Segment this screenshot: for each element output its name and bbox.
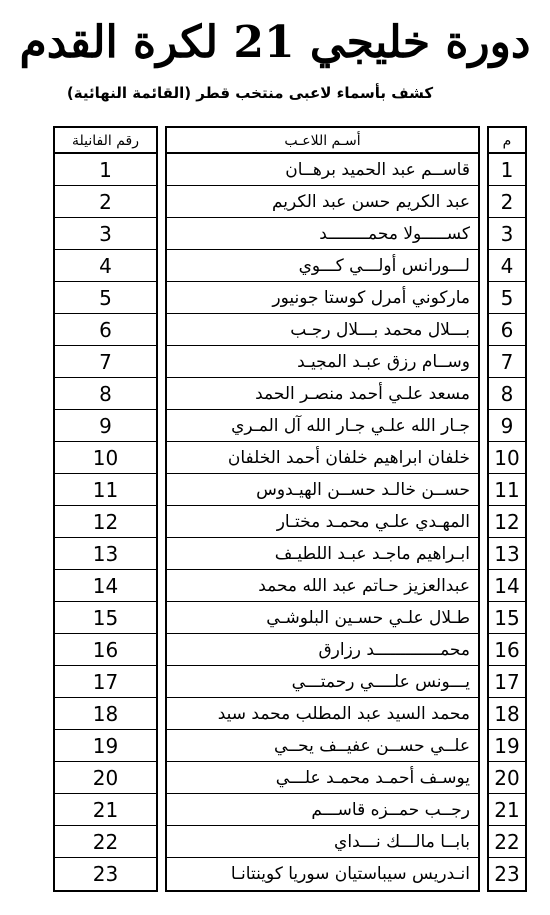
serial-number-cell: 16: [489, 634, 525, 666]
shirt-number-cell: 18: [55, 698, 156, 730]
player-name-cell: بابــا مالـــك نـــداي: [167, 826, 478, 858]
player-name-cell: يوسـف أحمـد محمـد علـــي: [167, 762, 478, 794]
shirt-number-cell: 12: [55, 506, 156, 538]
shirt-number-cell: 4: [55, 250, 156, 282]
serial-number-cell: 15: [489, 602, 525, 634]
serial-number-cell: 10: [489, 442, 525, 474]
shirt-number-cell: 16: [55, 634, 156, 666]
serial-number-cell: 2: [489, 186, 525, 218]
serial-number-cell: 19: [489, 730, 525, 762]
player-name-cell: محمـــــــــــــد رزارق: [167, 634, 478, 666]
shirt-number-cell: 8: [55, 378, 156, 410]
shirt-number-cell: 20: [55, 762, 156, 794]
player-name-cell: خلفان ابراهيم خلفان أحمد الخلفان: [167, 442, 478, 474]
shirt-number-cell: 22: [55, 826, 156, 858]
player-name-cell: رجــب حمــزه قاســـم: [167, 794, 478, 826]
serial-number-cell: 4: [489, 250, 525, 282]
serial-number-cell: 18: [489, 698, 525, 730]
player-name-cell: محمد السيد عبد المطلب محمد سيد: [167, 698, 478, 730]
player-name-header: أسـم اللاعـب: [167, 128, 478, 154]
serial-number-cell: 3: [489, 218, 525, 250]
shirt-number-header: رقم الفانيلة: [55, 128, 156, 154]
shirt-number-cell: 1: [55, 154, 156, 186]
serial-number-cell: 14: [489, 570, 525, 602]
player-name-cell: حســن خالـد حســن الهيـدوس: [167, 474, 478, 506]
player-name-cell: ابـراهيم ماجـد عبـد اللطيـف: [167, 538, 478, 570]
serial-number-cell: 21: [489, 794, 525, 826]
shirt-number-cell: 9: [55, 410, 156, 442]
shirt-number-cell: 23: [92, 862, 119, 886]
shirt-number-cell: 2: [55, 186, 156, 218]
serial-number-cell: 1: [489, 154, 525, 186]
player-name-column: [165, 126, 480, 892]
shirt-number-cell: 5: [55, 282, 156, 314]
shirt-number-cell: 15: [55, 602, 156, 634]
player-name-cell: طـلال علـي حسـين البلوشـي: [167, 602, 478, 634]
shirt-number-cell: 17: [55, 666, 156, 698]
serial-number-cell: 7: [489, 346, 525, 378]
page-title: دورة خليجي 21 لكرة القدم: [19, 17, 531, 68]
player-name-cell: مسعد علـي أحمد منصـر الحمد: [167, 378, 478, 410]
player-name-cell: كســـــولا محمــــــــد: [167, 218, 478, 250]
serial-number-cell: 5: [489, 282, 525, 314]
shirt-number-cell: 10: [55, 442, 156, 474]
player-name-cell: وســام رزق عبـد المجيـد: [167, 346, 478, 378]
player-name-cell: لـــورانس أولـــي كـــوي: [167, 250, 478, 282]
serial-number-cell: 12: [489, 506, 525, 538]
serial-number-column: [487, 126, 527, 892]
serial-number-cell: 22: [489, 826, 525, 858]
serial-number-cell: 17: [489, 666, 525, 698]
shirt-number-cell: 3: [55, 218, 156, 250]
page-subtitle: كشف بأسماء لاعبى منتخب قطر (القائمة النهائية): [66, 84, 434, 102]
shirt-number-cell: 7: [55, 346, 156, 378]
player-name-cell: انـدريس سيباستيان سوريا كوينتانـا: [230, 864, 470, 884]
player-name-cell: عبد الكريم حسن عبد الكريم: [167, 186, 478, 218]
serial-number-cell: 23: [494, 862, 520, 886]
player-name-cell: بـــلال محمد بـــلال رجـب: [167, 314, 478, 346]
shirt-number-cell: 21: [55, 794, 156, 826]
shirt-number-cell: 6: [55, 314, 156, 346]
player-name-cell: يـــونس علــــي رحمتـــي: [167, 666, 478, 698]
shirt-number-cell: 11: [55, 474, 156, 506]
player-name-cell: علــي حســن عفيــف يحــي: [167, 730, 478, 762]
serial-number-cell: 20: [489, 762, 525, 794]
shirt-number-column: [53, 126, 158, 892]
player-name-cell: جـار الله علـي جـار الله آل المـري: [167, 410, 478, 442]
serial-number-cell: 8: [489, 378, 525, 410]
serial-number-header: م: [489, 128, 525, 154]
players-table: [53, 126, 533, 892]
serial-number-cell: 9: [489, 410, 525, 442]
shirt-number-cell: 19: [55, 730, 156, 762]
serial-number-cell: 13: [489, 538, 525, 570]
player-name-cell: المهـدي علـي محمـد مختـار: [167, 506, 478, 538]
shirt-number-cell: 14: [55, 570, 156, 602]
serial-number-cell: 11: [489, 474, 525, 506]
player-name-cell: قاســم عبد الحميد برهــان: [167, 154, 478, 186]
serial-number-cell: 6: [489, 314, 525, 346]
player-name-cell: عبدالعزيز حـاتم عبد الله محمد: [167, 570, 478, 602]
shirt-number-cell: 13: [55, 538, 156, 570]
player-name-cell: ماركوني أمرل كوستا جونيور: [167, 282, 478, 314]
